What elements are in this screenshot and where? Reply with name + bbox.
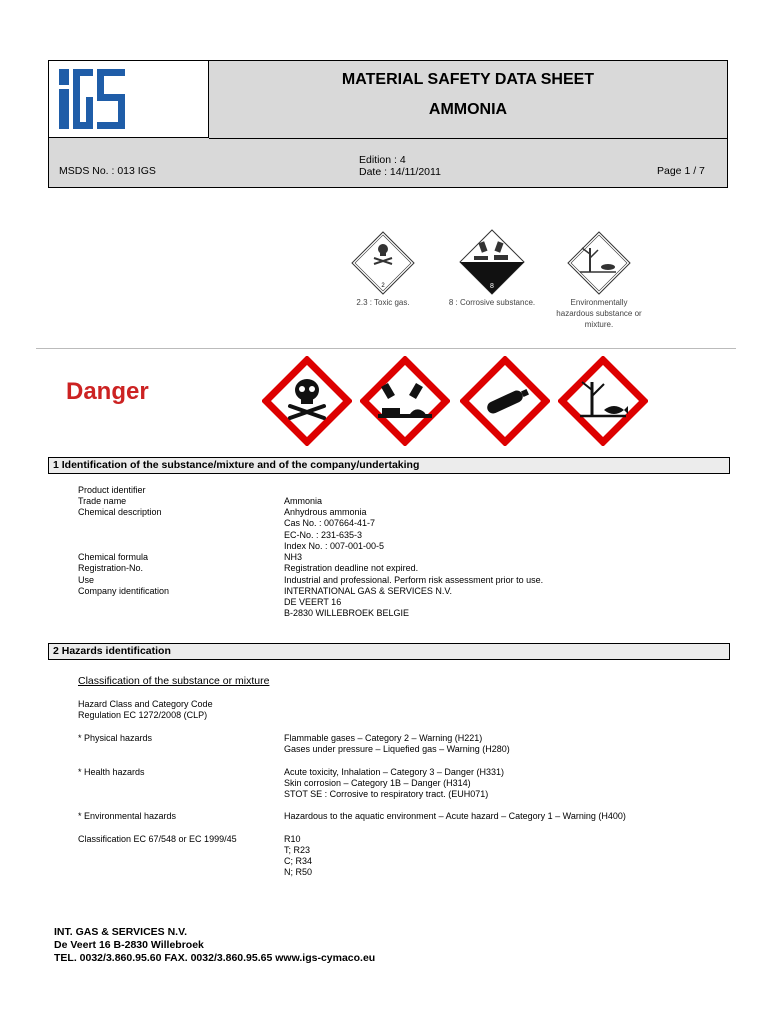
hazard-statement: Flammable gases – Category 2 – Warning (H221) [284,733,483,743]
field-label: Registration-No. [78,563,144,573]
field-value: Cas No. : 007664-41-7 [284,518,376,528]
svg-text:2: 2 [381,283,385,289]
skull-crossbones-icon [262,356,352,446]
corrosive-substance-diamond-icon [458,228,526,296]
logo-cell [49,61,209,138]
field-label: Chemical formula [78,552,149,562]
field-value: Registration deadline not expired. [284,563,419,573]
svg-text:8: 8 [490,283,494,290]
field-value: DE VEERT 16 [284,597,342,607]
field-label: Use [78,575,95,585]
footer-contact: TEL. 0032/3.860.95.60 FAX. 0032/3.860.95.65 www.igs-cymaco.eu [54,952,376,964]
classification-subheading: Classification of the substance or mixture [78,675,270,687]
document-title: MATERIAL SAFETY DATA SHEET [341,71,595,88]
footer-address: De Veert 16 B-2830 Willebroek [54,939,204,951]
header-divider [209,138,727,139]
classification-ec-label: Classification EC 67/548 or EC 1999/45 [78,834,237,844]
section-2-heading: 2 Hazards identification [48,643,730,660]
environment-icon [558,356,648,446]
corrosion-icon [360,356,450,446]
risk-phrase: N; R50 [284,867,313,877]
toxic-gas-skull-diamond-icon [350,230,416,296]
hazard-statement: STOT SE : Corrosive to respiratory tract. (EUH071) [284,789,489,799]
environment-label-line: mixture. [584,320,614,329]
field-value: EC-No. : 231-635-3 [284,530,363,540]
health-hazards-label: * Health hazards [78,767,145,777]
field-value: Industrial and professional. Perform risk assessment prior to use. [284,575,544,585]
toxic-gas-label: 2.3 : Toxic gas. [356,298,410,307]
field-label: Company identification [78,586,170,596]
gas-cylinder-icon [460,356,550,446]
footer-company: INT. GAS & SERVICES N.V. [54,926,188,938]
signal-word: Danger [66,378,149,405]
document-header [48,60,728,188]
field-label: Trade name [78,496,127,506]
msds-number: MSDS No. : 013 IGS [59,165,156,177]
date: Date : 14/11/2011 [359,166,441,178]
field-label: Chemical description [78,507,162,517]
environmental-hazards-label: * Environmental hazards [78,811,177,821]
hazard-statement: Acute toxicity, Inhalation – Category 3 – Danger (H331) [284,767,504,777]
environment-hazard-diamond-icon [566,230,632,296]
risk-phrase: C; R34 [284,856,313,866]
hazard-class-line: Regulation EC 1272/2008 (CLP) [78,710,208,720]
field-value: Ammonia [284,496,323,506]
environment-label-line: hazardous substance or [556,309,642,318]
environment-label-line: Environmentally [570,298,628,307]
edition: Edition : 4 [359,154,406,166]
section-1-heading: 1 Identification of the substance/mixture and of the company/undertaking [48,457,730,474]
hazard-statement: Gases under pressure – Liquefied gas – Warning (H280) [284,744,510,754]
environment-label [540,297,658,330]
footer [54,926,375,965]
hazard-statement: Skin corrosion – Category 1B – Danger (H314) [284,778,471,788]
field-value: B-2830 WILLEBROEK BELGIE [284,608,410,618]
document-subtitle: AMMONIA [428,101,508,118]
corrosive-label: 8 : Corrosive substance. [448,298,536,307]
field-value: Index No. : 007-001-00-5 [284,541,385,551]
field-value: INTERNATIONAL GAS & SERVICES N.V. [284,586,453,596]
risk-phrase: R10 [284,834,301,844]
risk-phrase: T; R23 [284,845,311,855]
horizontal-rule [36,348,736,349]
page-number: Page 1 / 7 [657,165,705,177]
hazard-class-line: Hazard Class and Category Code [78,699,213,709]
hazard-statement: Hazardous to the aquatic environment – Acute hazard – Category 1 – Warning (H400) [284,811,626,821]
field-value: Anhydrous ammonia [284,507,367,517]
field-label: Product identifier [78,485,146,495]
igs-logo [57,67,127,131]
physical-hazards-label: * Physical hazards [78,733,153,743]
field-value: NH3 [284,552,303,562]
